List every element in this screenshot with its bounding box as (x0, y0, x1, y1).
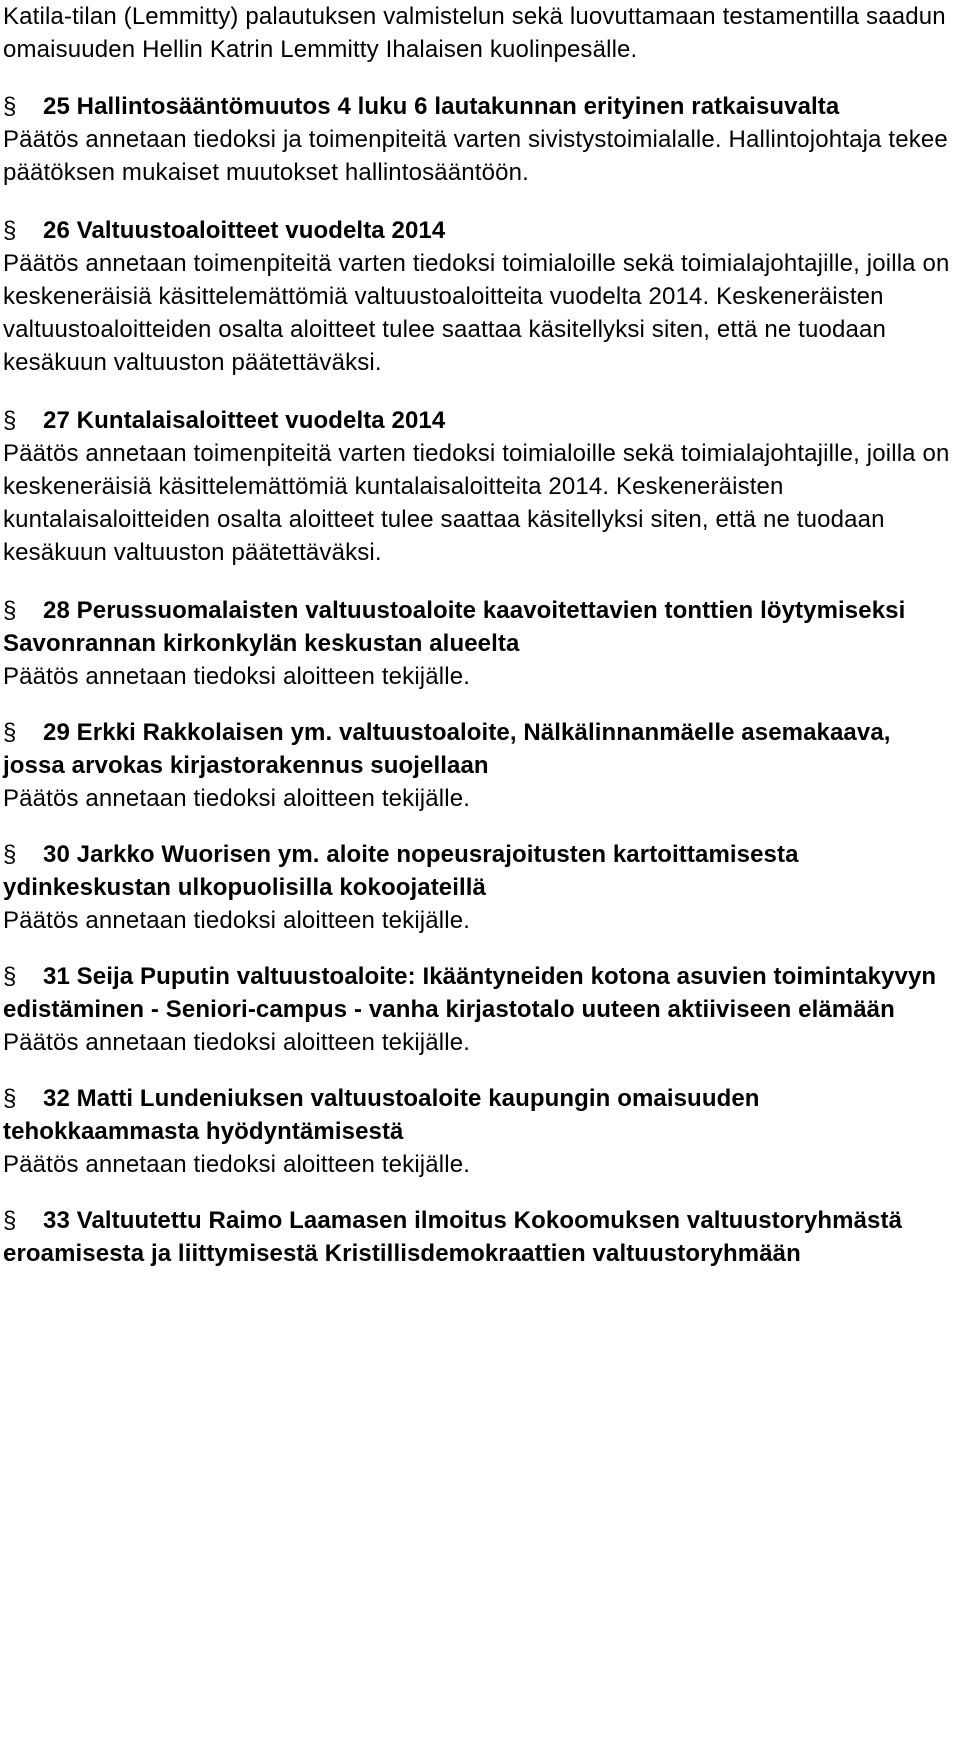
section-decision: Päätös annetaan toimenpiteitä varten tiedoksi toimialoille sekä toimialajohtajille, joilla on keskeneräisiä käsittelemättömiä kuntalaisaloitteita 2014. Keskeneräisten kuntalaisaloitteiden osalta aloitteet tulee saattaa käsitellyksi siten, että ne tuodaan kesäkuun valtuuston päätettäväksi. (3, 440, 950, 566)
section-26 (3, 214, 956, 379)
section-title: 33 Valtuutettu Raimo Laamasen ilmoitus Kokoomuksen valtuustoryhmästä eroamisesta ja liittymisestä Kristillisdemokraattien valtuustoryhmään (3, 1207, 903, 1267)
section-title: 28 Perussuomalaisten valtuustoaloite kaavoitettavien tonttien löytymiseksi Savonrannan kirkonkylän keskustan alueelta (3, 597, 906, 657)
section-decision: Päätös annetaan tiedoksi aloitteen tekijälle. (3, 1029, 471, 1056)
section-heading (3, 90, 956, 123)
section-title: 29 Erkki Rakkolaisen ym. valtuustoaloite, Nälkälinnanmäelle asemakaava, jossa arvokas kirjastorakennus suojellaan (3, 719, 891, 779)
section-title: 31 Seija Puputin valtuustoaloite: Ikääntyneiden kotona asuvien toimintakyvyn edistäminen - Seniori-campus - vanha kirjastotalo uuteen aktiiviseen elämään (3, 963, 937, 1023)
section-mark-icon: § (3, 1207, 17, 1234)
section-28 (3, 594, 956, 693)
section-mark-icon: § (3, 1085, 17, 1112)
section-heading (3, 214, 956, 247)
section-decision: Päätös annetaan tiedoksi ja toimenpiteitä varten sivistystoimialalle. Hallintojohtaja tekee päätöksen mukaiset muutokset hallintosääntöön. (3, 126, 948, 186)
section-title: 27 Kuntalaisaloitteet vuodelta 2014 (43, 407, 446, 434)
section-decision: Päätös annetaan tiedoksi aloitteen tekijälle. (3, 907, 471, 934)
section-title: 25 Hallintosääntömuutos 4 luku 6 lautakunnan erityinen ratkaisuvalta (43, 93, 840, 120)
section-33 (3, 1204, 956, 1270)
section-heading (3, 1204, 956, 1270)
section-27 (3, 404, 956, 569)
section-heading (3, 404, 956, 437)
section-heading (3, 594, 956, 660)
section-title: 26 Valtuustoaloitteet vuodelta 2014 (43, 217, 446, 244)
section-mark-icon: § (3, 719, 17, 746)
section-mark-icon: § (3, 93, 17, 120)
section-heading (3, 716, 956, 782)
section-25 (3, 90, 956, 189)
section-mark-icon: § (3, 407, 17, 434)
section-31 (3, 960, 956, 1059)
section-29 (3, 716, 956, 815)
section-title: 30 Jarkko Wuorisen ym. aloite nopeusrajoitusten kartoittamisesta ydinkeskustan ulkopuolisilla kokoojateillä (3, 841, 799, 901)
section-decision: Päätös annetaan tiedoksi aloitteen tekijälle. (3, 1151, 471, 1178)
section-mark-icon: § (3, 597, 17, 624)
section-decision: Päätös annetaan toimenpiteitä varten tiedoksi toimialoille sekä toimialajohtajille, joilla on keskeneräisiä käsittelemättömiä valtuustoaloitteita vuodelta 2014. Keskeneräisten valtuustoaloitteiden osalta aloitteet tulee saattaa käsitellyksi siten, että ne tuodaan kesäkuun valtuuston päätettäväksi. (3, 250, 950, 376)
section-30 (3, 838, 956, 937)
intro-paragraph: Katila-tilan (Lemmitty) palautuksen valmistelun sekä luovuttamaan testamentilla saadun omaisuuden Hellin Katrin Lemmitty Ihalaisen kuolinpesälle. (3, 3, 946, 63)
section-heading (3, 960, 956, 1026)
section-heading (3, 1082, 956, 1148)
section-mark-icon: § (3, 963, 17, 990)
section-32 (3, 1082, 956, 1181)
section-mark-icon: § (3, 841, 17, 868)
section-heading (3, 838, 956, 904)
section-decision: Päätös annetaan tiedoksi aloitteen tekijälle. (3, 663, 471, 690)
section-mark-icon: § (3, 217, 17, 244)
section-decision: Päätös annetaan tiedoksi aloitteen tekijälle. (3, 785, 471, 812)
section-title: 32 Matti Lundeniuksen valtuustoaloite kaupungin omaisuuden tehokkaammasta hyödyntämisestä (3, 1085, 760, 1145)
